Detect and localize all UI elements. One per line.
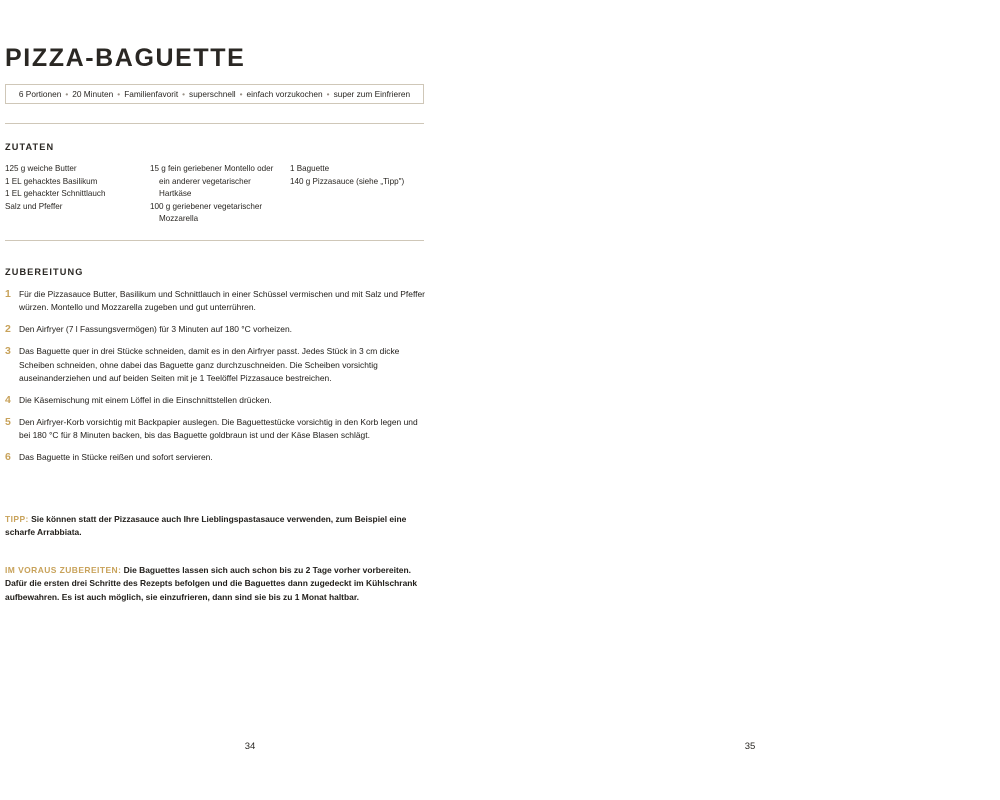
method-step xyxy=(5,394,429,407)
ingredients-column-2 xyxy=(150,163,290,226)
recipe-meta-bar xyxy=(5,84,424,104)
meta-separator: • xyxy=(326,89,330,99)
ingredient-line: 1 Baguette xyxy=(290,164,330,173)
step-number: 6 xyxy=(5,451,11,464)
tip-text: Sie können statt der Pizzasauce auch Ihre Lieblingspastasauce verwenden, zum Beispiel eine scharfe Arrabbiata. xyxy=(5,514,407,538)
ingredients-heading: ZUTATEN xyxy=(5,142,55,152)
step-number: 5 xyxy=(5,415,11,428)
meta-item: 6 Portionen xyxy=(18,89,62,99)
method-step xyxy=(5,345,429,385)
meta-item: 20 Minuten xyxy=(72,89,114,99)
step-text: Das Baguette quer in drei Stücke schneiden, damit es in den Airfryer passt. Jedes Stück in 3 cm dicke Scheiben schneiden, ohne dabei das Baguette ganz durchzuschneiden. Die Scheiben vorsichtig auseinanderziehen und auf beiden Seiten mit je 1 Teelöffel Pizzasauce bestreichen. xyxy=(19,346,400,384)
meta-separator: • xyxy=(182,89,186,99)
ingredients-list xyxy=(5,163,424,226)
step-text: Die Käsemischung mit einem Löffel in die Einschnittstellen drücken. xyxy=(19,394,272,405)
ingredients-column-1 xyxy=(5,163,150,226)
ingredient-line: Hartkäse xyxy=(159,189,192,199)
method-step xyxy=(5,416,429,443)
method-heading: ZUBEREITUNG xyxy=(5,267,84,277)
meta-separator: • xyxy=(65,89,69,99)
step-number: 4 xyxy=(5,393,11,406)
step-number: 3 xyxy=(5,345,11,358)
ingredient-line: 1 EL gehackter Schnittlauch xyxy=(5,189,106,199)
page-number-left: 34 xyxy=(244,741,256,752)
tip-note xyxy=(5,513,429,540)
meta-separator: • xyxy=(239,89,243,99)
make-ahead-text: Die Baguettes lassen sich auch schon bis zu 2 Tage vorher vorbereiten. Dafür die ersten drei Schritte des Rezepts befolgen und die Baguettes dann zugedeckt im Kühlschrank aufbewahren. Es ist auch möglich, sie einzufrieren, dann sind sie bis zu 1 Monat haltbar. xyxy=(5,565,418,602)
make-ahead-note xyxy=(5,564,429,604)
divider-top xyxy=(5,123,424,124)
ingredient-line: Salz und Pfeffer xyxy=(5,201,63,211)
step-text: Den Airfryer-Korb vorsichtig mit Backpapier auslegen. Die Baguettestücke vorsichtig in den Korb legen und bei 180 °C für 8 Minuten backen, bis das Baguette goldbraun ist und der Käse Blasen schlägt. xyxy=(19,416,418,441)
right-page xyxy=(500,0,1000,800)
ingredient-line: 100 g geriebener vegetarischer xyxy=(150,201,263,211)
method-step xyxy=(5,451,429,464)
page-title: PIZZA-BAGUETTE xyxy=(5,44,246,72)
meta-item: Familienfavorit xyxy=(124,89,179,99)
ingredient-line: 140 g Pizzasauce (siehe „Tipp") xyxy=(290,176,405,186)
ingredient-line: ein anderer vegetarischer xyxy=(159,176,251,186)
meta-item: super zum Einfrieren xyxy=(333,89,411,99)
tip-label: TIPP: xyxy=(5,514,29,524)
meta-separator: • xyxy=(117,89,121,99)
ingredient-line: 1 EL gehacktes Basilikum xyxy=(5,176,98,186)
ingredient-line: 125 g weiche Butter xyxy=(5,164,77,173)
step-text: Den Airfryer (7 l Fassungsvermögen) für 3 Minuten auf 180 °C vorheizen. xyxy=(19,324,293,335)
step-text: Für die Pizzasauce Butter, Basilikum und Schnittlauch in einer Schüssel vermischen und mit Salz und Pfeffer würzen. Montello und Mozzarella zugeben und gut unterrühren. xyxy=(19,289,425,313)
meta-item: einfach vorzukochen xyxy=(246,89,323,99)
meta-item: superschnell xyxy=(189,89,236,99)
divider-middle xyxy=(5,240,424,241)
step-number: 2 xyxy=(5,323,11,336)
method-step xyxy=(5,323,429,336)
method-step xyxy=(5,288,429,315)
ingredient-line: 15 g fein geriebener Montello oder xyxy=(150,164,274,173)
make-ahead-label: IM VORAUS ZUBEREITEN: xyxy=(5,565,122,575)
ingredients-column-3 xyxy=(290,163,424,226)
method-steps xyxy=(5,288,429,473)
page-number-right: 35 xyxy=(744,741,756,752)
step-text: Das Baguette in Stücke reißen und sofort servieren. xyxy=(19,452,213,463)
ingredient-line: Mozzarella xyxy=(159,214,199,224)
step-number: 1 xyxy=(5,288,11,300)
